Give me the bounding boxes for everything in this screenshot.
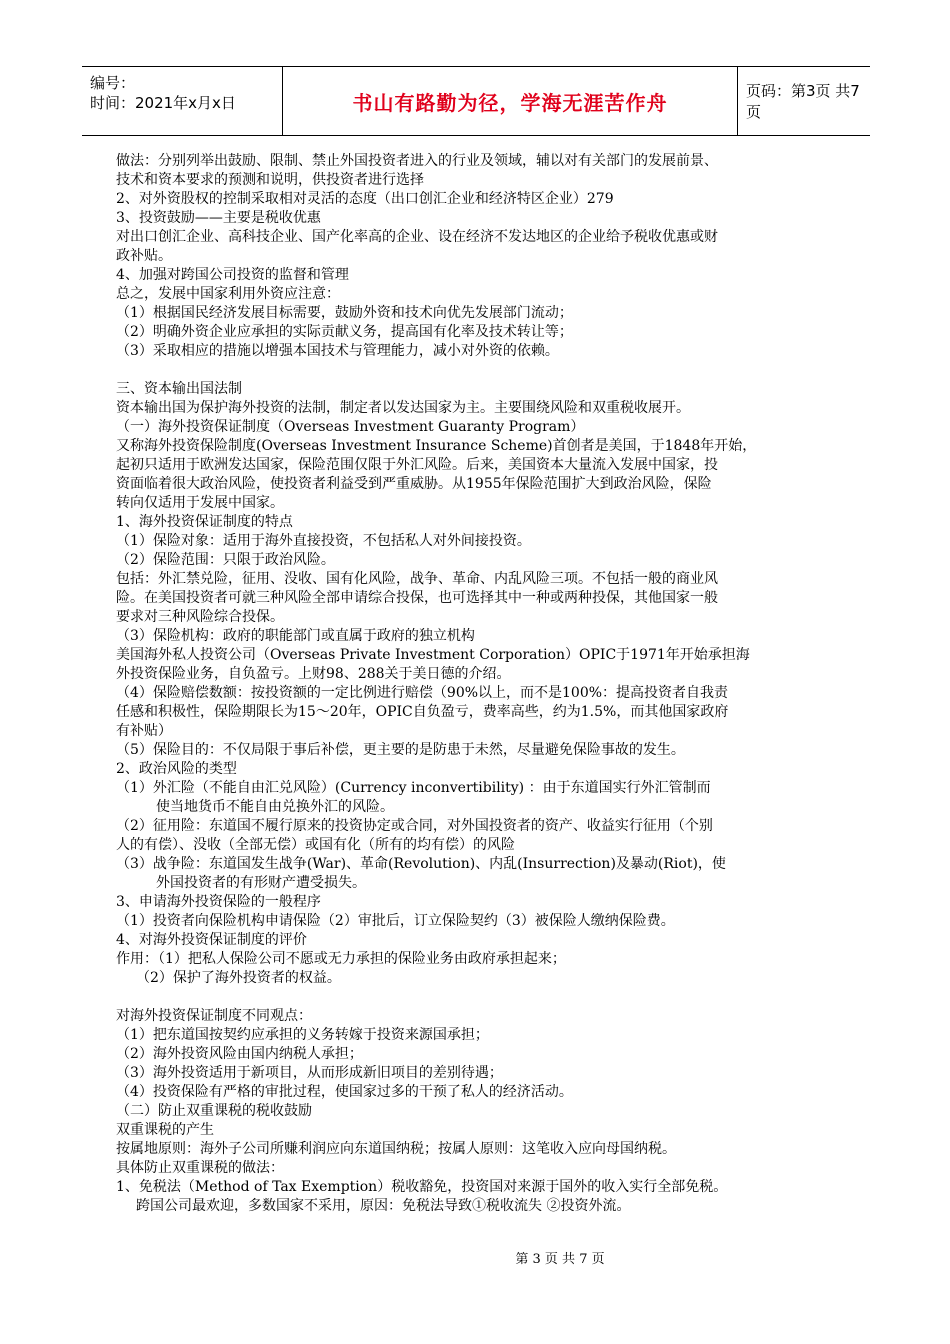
text-line: （4）保险赔偿数额：按投资额的一定比例进行赔偿（90%以上，而不是100%：提高投资者自我责 [116,685,729,701]
text-line: 外投资保险业务，自负盈亏。上财98、288关于美日德的介绍。 [116,666,511,682]
text-line: 3、投资鼓励——主要是税收优惠 [116,210,321,226]
text-line: （2）保险范围：只限于政治风险。 [116,552,335,568]
text-line: 资面临着很大政治风险，使投资者利益受到严重威胁。从1955年保险范围扩大到政治风险，保险 [116,476,712,492]
text-line: （1）把东道国按契约应承担的义务转嫁于投资来源国承担； [116,1027,489,1043]
text-line: 任感和积极性，保险期限长为15～20年，OPIC自负盈亏，费率高些，约为1.5%，而其他国家政府 [116,704,729,720]
number-label: 编号： [90,74,136,92]
blank-line [116,361,844,380]
text-line: 三、资本输出国法制 [116,381,242,397]
text-line: （1）外汇险（不能自由汇兑风险）(Currency inconvertibility) ：由于东道国实行外汇管制而 [116,780,711,796]
text-line: （3）海外投资适用于新项目，从而形成新旧项目的差别待遇； [116,1065,503,1081]
text-line: 包括：外汇禁兑险，征用、没收、国有化风险，战争、革命、内乱风险三项。不包括一般的商业风 [116,571,718,587]
header-left-cell [82,67,282,135]
text-line: 有补贴） [116,723,172,739]
text-line: 对出口创汇企业、高科技企业、国产化率高的企业、设在经济不发达地区的企业给予税收优惠或财 [116,229,718,245]
page-footer [0,1248,950,1267]
text-line: 技术和资本要求的预测和说明，供投资者进行选择 [116,172,424,188]
time-label: 时间：2021年x月x日 [90,94,236,112]
text-line: 双重课税的产生 [116,1122,214,1138]
text-line: 具体防止双重课税的做法： [116,1160,284,1176]
text-line: 又称海外投资保险制度(Overseas Investment Insurance Scheme)首创者是美国，于1848年开始， [116,438,757,454]
text-line: （3）采取相应的措施以增强本国技术与管理能力，减小对外资的依赖。 [116,343,559,359]
text-line: （3）保险机构：政府的职能部门或直属于政府的独立机构 [116,628,475,644]
text-line: 2、政治风险的类型 [116,761,237,777]
text-line: 美国海外私人投资公司（Overseas Private Investment Corporation）OPIC于1971年开始承担海 [116,647,750,663]
text-line: 起初只适用于欧洲发达国家，保险范围仅限于外汇风险。后来，美国资本大量流入发展中国家，投 [116,457,718,473]
text-line: 2、对外资股权的控制采取相对灵活的态度（出口创汇企业和经济特区企业）279 [116,191,614,207]
text-line: 对海外投资保证制度不同观点： [116,1008,312,1024]
text-line: 4、加强对跨国公司投资的监督和管理 [116,267,349,283]
text-line: （2）海外投资风险由国内纳税人承担； [116,1046,363,1062]
text-line: 作用：（1）把私人保险公司不愿或无力承担的保险业务由政府承担起来； [116,951,566,967]
text-line: （1）保险对象：适用于海外直接投资，不包括私人对外间接投资。 [116,533,531,549]
text-line: 4、对海外投资保证制度的评价 [116,932,307,948]
text-line: 外国投资者的有形财产遭受损失。 [156,875,366,891]
text-line: （2）征用险：东道国不履行原来的投资协定或合同，对外国投资者的资产、收益实行征用（个别 [116,818,713,834]
text-line: 资本输出国为保护海外投资的法制，制定者以发达国家为主。主要围绕风险和双重税收展开。 [116,400,690,416]
page-label: 页码：第3页 共7页 [746,82,860,121]
text-line: 3、申请海外投资保险的一般程序 [116,894,321,910]
text-line: （3）战争险：东道国发生战争(War)、革命(Revolution)、内乱(Insurrection)及暴动(Riot)，使 [116,856,726,872]
text-line: 政补贴。 [116,248,172,264]
text-line: （2）保护了海外投资者的权益。 [136,970,341,986]
text-line: 做法：分别列举出鼓励、限制、禁止外国投资者进入的行业及领域，辅以对有关部门的发展前景、 [116,153,718,169]
text-line: 人的有偿）、没收（全部无偿）或国有化（所有的均有偿）的风险 [116,837,515,853]
text-line: 1、免税法（Method of Tax Exemption）税收豁免，投资国对来源于国外的收入实行全部免税。 [116,1179,728,1195]
text-line: （5）保险目的：不仅局限于事后补偿，更主要的是防患于未然，尽量避免保险事故的发生。 [116,742,685,758]
blank-line [116,988,844,1007]
page-header [82,66,870,136]
text-line: （2）明确外资企业应承担的实际贡献义务，提高国有化率及技术转让等； [116,324,573,340]
text-line: 要求对三种风险综合投保。 [116,609,284,625]
text-line: 1、海外投资保证制度的特点 [116,514,293,530]
text-line: （4）投资保险有严格的审批过程，使国家过多的干预了私人的经济活动。 [116,1084,573,1100]
text-line: 跨国公司最欢迎，多数国家不采用，原因：免税法导致①税收流失 ②投资外流。 [136,1198,631,1214]
text-line: 使当地货币不能自由兑换外汇的风险。 [156,799,394,815]
text-line: （1）根据国民经济发展目标需要，鼓励外资和技术向优先发展部门流动； [116,305,573,321]
text-line: 总之，发展中国家利用外资应注意： [116,286,340,302]
text-line: （一）海外投资保证制度（Overseas Investment Guaranty Program） [116,419,585,435]
motto: 书山有路勤为径，学海无涯苦作舟 [282,67,738,135]
text-line: 转向仅适用于发展中国家。 [116,495,284,511]
document-body [116,152,844,1216]
text-line: 按属地原则：海外子公司所赚利润应向东道国纳税；按属人原则：这笔收入应向母国纳税。 [116,1141,676,1157]
text-line: 险。在美国投资者可就三种风险全部申请综合投保，也可选择其中一种或两种投保，其他国家一般 [116,590,718,606]
footer-page-number: 第 3 页 共 7 页 [515,1252,605,1267]
text-line: （1）投资者向保险机构申请保险（2）审批后，订立保险契约（3）被保险人缴纳保险费。 [116,913,675,929]
text-line: （二）防止双重课税的税收鼓励 [116,1103,312,1119]
